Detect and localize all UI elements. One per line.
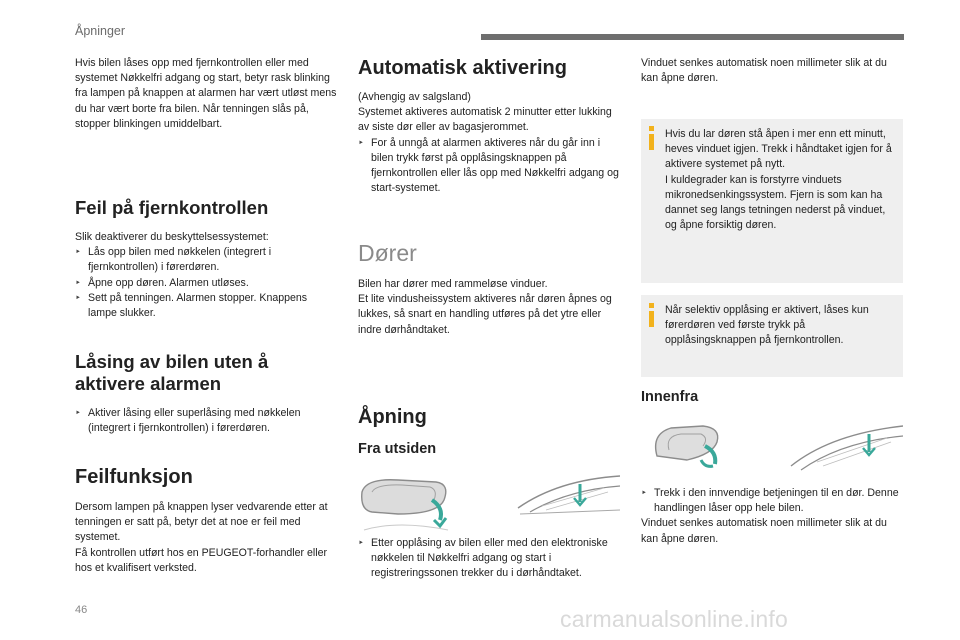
list-item-text: For å unngå at alarmen aktiveres når du går inn i bilen trykk først på opplåsingsknappen på fjernkontrollen eller lås opp med Nøkkelfri adgang og start-systemet. [371, 136, 619, 195]
list-item-text: Lås opp bilen med nøkkelen (integrert i fjernkontrollen) i førerdøren. [88, 246, 272, 274]
outside-body [358, 536, 620, 582]
auto-heading: Automatisk aktivering [358, 57, 567, 79]
header-bar [481, 34, 904, 40]
doors-section [358, 242, 620, 264]
doors-heading: Dører [358, 240, 417, 266]
list-item-text: Trekk i den innvendige betjeningen til en dør. Denne handlingen låser opp hele bilen. [654, 487, 899, 515]
note-text [665, 127, 897, 233]
intro-paragraph [75, 56, 337, 132]
opening-heading: Åpning [358, 406, 427, 428]
note-box [641, 119, 903, 283]
note-text-1: Hvis du lar døren stå åpen i mer enn ett minutt, heves vinduet igjen. Trekk i håndtaket igjen for å aktivere systemet på nytt. [665, 128, 892, 171]
remote-fault-lead: Slik deaktiverer du beskyttelsessystemet: [75, 231, 269, 243]
doors-text-1: Bilen har dører med rammeløse vinduer. [358, 278, 548, 290]
inside-section [641, 388, 903, 406]
lock-section [75, 351, 315, 395]
note-text [665, 303, 897, 349]
arrow-bullet-icon: ‣ [75, 292, 81, 304]
list-item [75, 276, 337, 291]
remote-fault-section [75, 197, 337, 219]
watermark-logo: carmanualsonline.info [560, 606, 788, 632]
window-text: Vinduet senkes automatisk noen millimeter slik at du kan åpne døren. [641, 57, 887, 85]
remote-fault-heading: Feil på fjernkontrollen [75, 197, 269, 218]
list-item [641, 486, 903, 516]
list-item [75, 406, 337, 436]
section-title: Åpninger [75, 24, 126, 38]
list-item-text: Sett på tenningen. Alarmen stopper. Knappens lampe slukker. [88, 291, 308, 320]
lock-body [75, 406, 337, 436]
note-box-selective [641, 295, 903, 377]
auto-text: Systemet aktiveres automatisk 2 minutter etter lukking av siste dør eller av bagasjerommet. [358, 106, 612, 134]
doors-body [358, 277, 620, 338]
remote-fault-body [75, 230, 337, 321]
info-icon-bar [649, 134, 654, 150]
info-icon [649, 303, 654, 308]
list-item-text: Etter opplåsing av bilen eller med den elektroniske nøkkelen til Nøkkelfri adgang og start i registreringssonen trekker du i dørhåndtaket. [371, 537, 608, 580]
malfunction-text-2: Få kontrollen utført hos en PEUGEOT-forhandler eller hos et kvalifisert verksted. [75, 546, 328, 574]
list-item-text: Åpne opp døren. Alarmen utløses. [88, 276, 249, 289]
list-item-text: Aktiver låsing eller superlåsing med nøkkelen (integrert i fjernkontrollen) i førerdøren. [88, 407, 301, 435]
intro-text: Hvis bilen låses opp med fjernkontrollen eller med systemet Nøkkelfri adgang og start, betyr rask blinking fra lampen på knappen at alarmen har vært utløst mens du har vært borte fra bilen. Når tenningen slås på, stopper blinkingen umiddelbart. [75, 57, 337, 130]
auto-sub: (Avhengig av salgsland) [358, 91, 471, 103]
arrow-bullet-icon: ‣ [641, 488, 647, 499]
auto-body [358, 90, 620, 196]
page-number: 46 [75, 604, 88, 616]
list-item [358, 136, 620, 197]
outside-section [358, 440, 620, 458]
arrow-bullet-icon: ‣ [358, 538, 364, 549]
list-item [358, 536, 620, 582]
info-icon [649, 126, 654, 131]
malfunction-body [75, 500, 337, 576]
malfunction-heading: Feilfunksjon [75, 466, 193, 488]
list-item [75, 291, 337, 321]
inside-body [641, 486, 903, 547]
window-text-block [641, 56, 903, 86]
arrow-bullet-icon: ‣ [75, 408, 81, 419]
note-selective-text: Når selektiv opplåsing er aktivert, låses kun førerdøren ved første trykk på opplåsingsknappen på fjernkontrollen. [665, 304, 869, 347]
note-text-2: I kuldegrader kan is forstyrre vinduets mikronedsenkingssystem. Fjern is som kan ha dannet seg langs tetningen nederst på vinduet, og åpne forsiktig døren. [665, 173, 886, 232]
info-icon-bar [649, 311, 654, 327]
inside-handle-illustration [641, 420, 903, 476]
inside-after-text: Vinduet senkes automatisk noen millimeter slik at du kan åpne døren. [641, 517, 887, 545]
malfunction-section [75, 466, 337, 488]
arrow-bullet-icon: ‣ [75, 247, 81, 259]
inside-heading: Innenfra [641, 389, 699, 405]
list-item [75, 245, 337, 275]
auto-section [358, 57, 620, 79]
opening-section [358, 406, 620, 428]
arrow-bullet-icon: ‣ [75, 277, 81, 289]
outside-heading: Fra utsiden [358, 441, 437, 457]
outside-handle-illustration [358, 470, 620, 532]
doors-text-2: Et lite vindusheissystem aktiveres når døren åpnes og lukkes, så snart en handling utføres på det ytre eller indre dørhåndtaket. [358, 293, 612, 336]
arrow-bullet-icon: ‣ [358, 137, 364, 149]
lock-heading: Låsing av bilen uten å aktivere alarmen [75, 351, 269, 394]
malfunction-text-1: Dersom lampen på knappen lyser vedvarende etter at tenningen er satt på, betyr det at noe er feil med systemet. [75, 501, 328, 544]
